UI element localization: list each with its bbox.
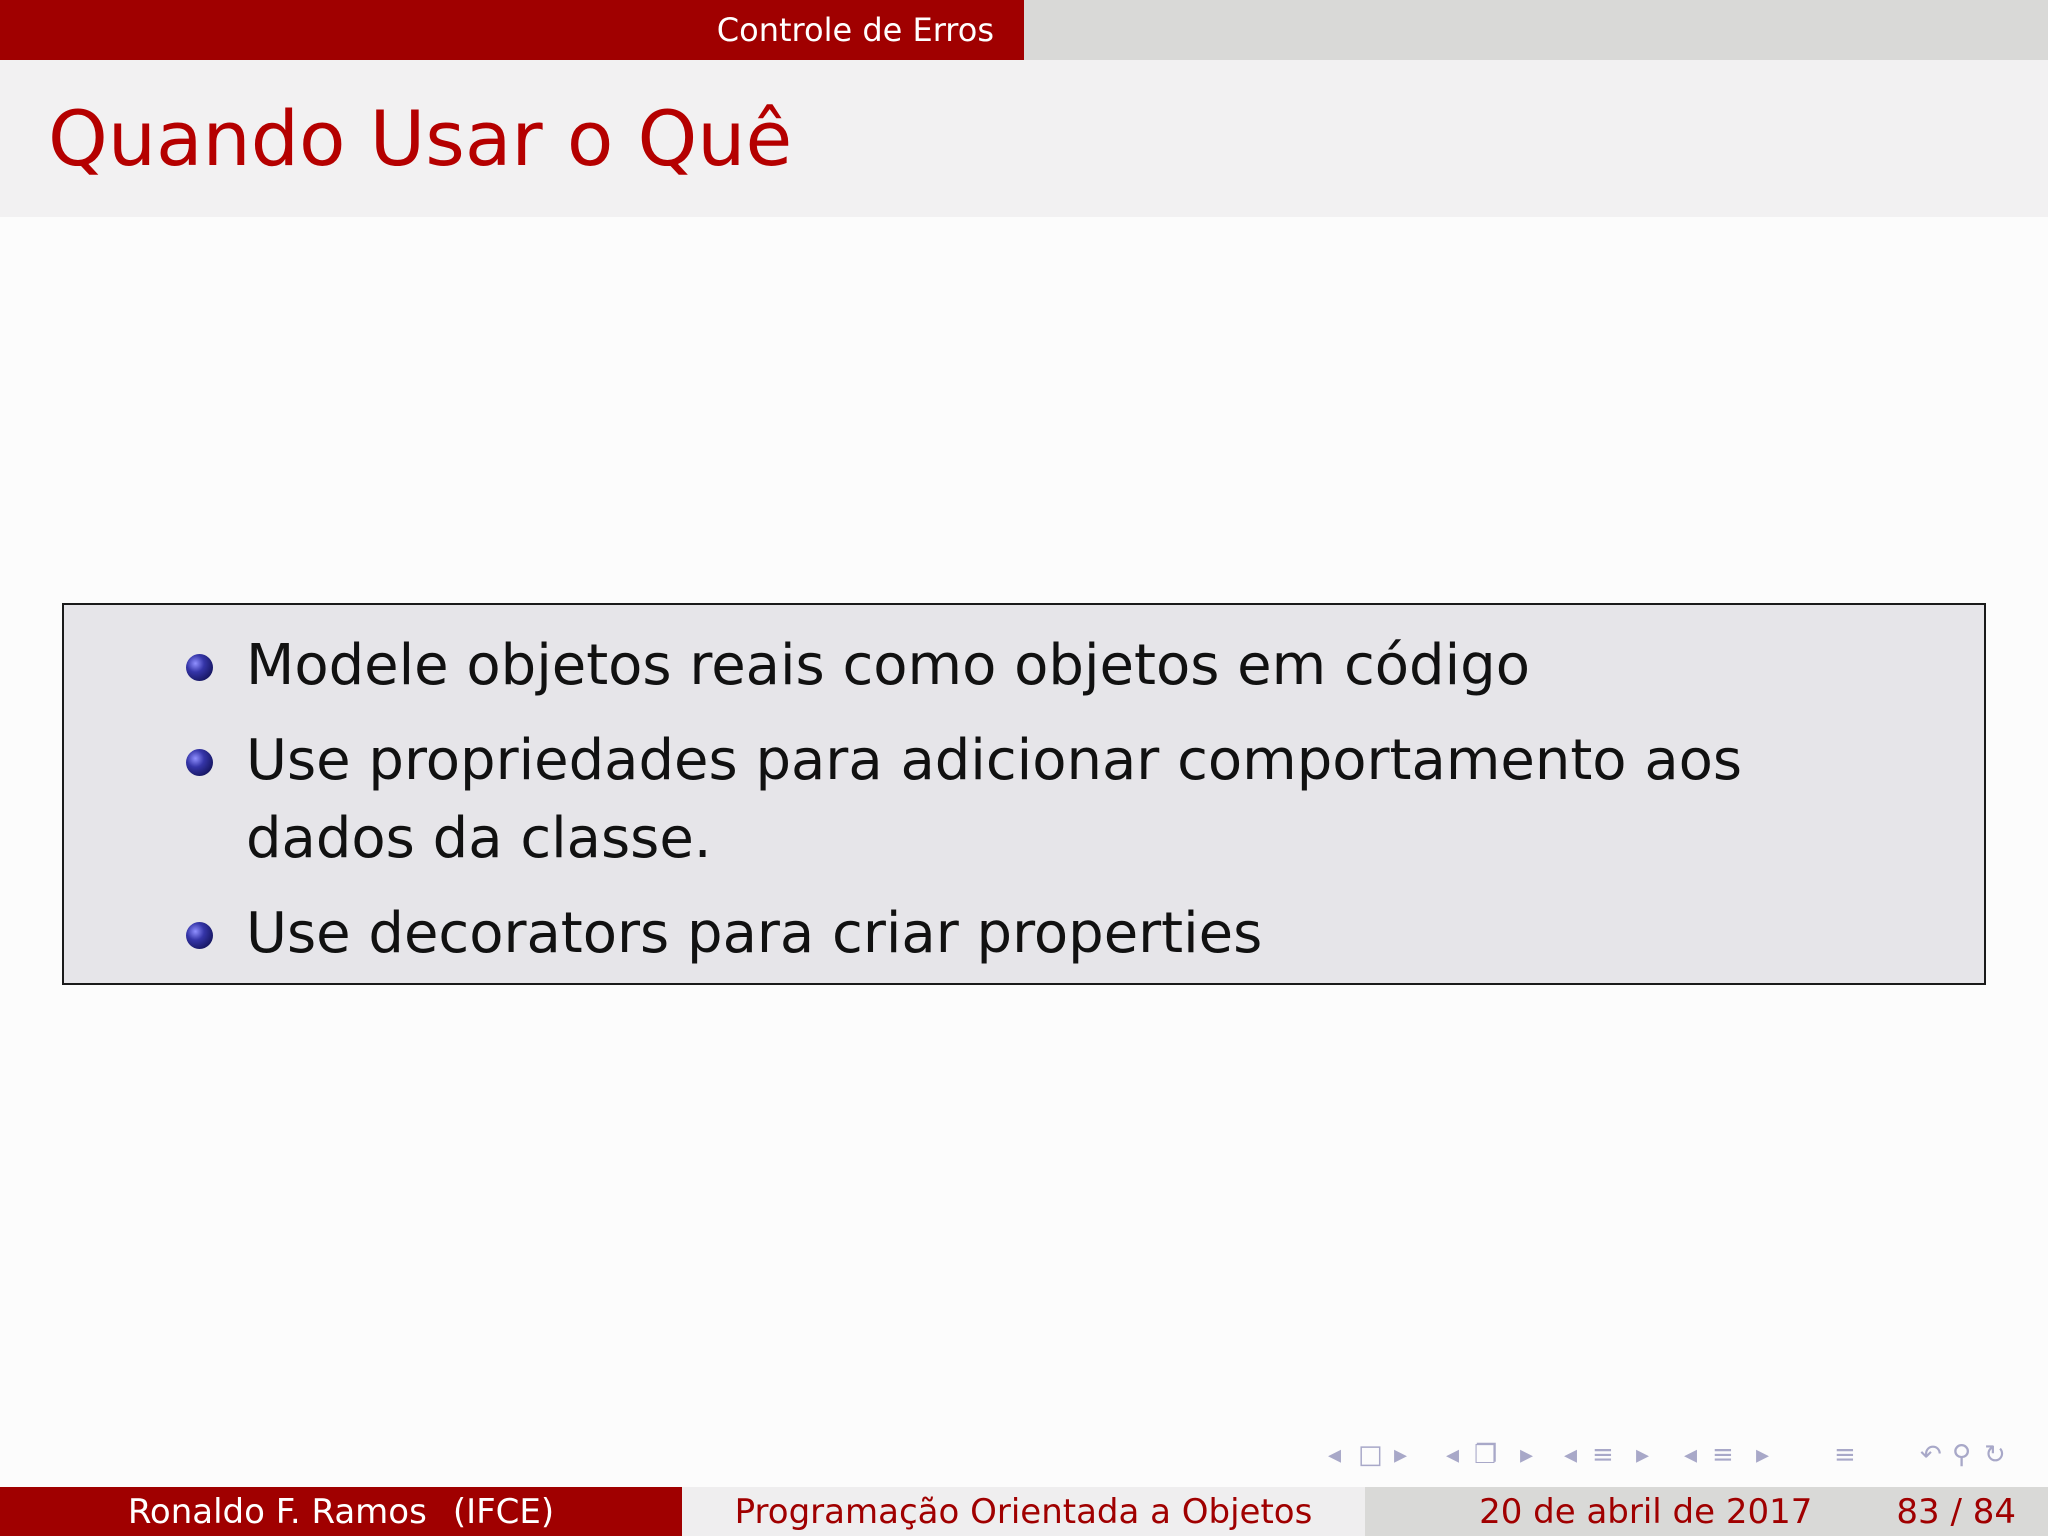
- section-icon[interactable]: ≡: [1592, 1440, 1614, 1470]
- list-item-text: Modele objetos reais como objetos em código: [246, 633, 1530, 698]
- page-counter: 83 / 84: [1896, 1491, 2016, 1532]
- ball-bullet-icon: [186, 749, 213, 776]
- arrow-left-icon[interactable]: ◂: [1684, 1440, 1698, 1470]
- content-block: [62, 603, 1986, 985]
- list-item-text: Use propriedades para adicionar comportamento aos dados da classe.: [246, 728, 1743, 871]
- arrow-left-icon[interactable]: ◂: [1446, 1440, 1460, 1470]
- search-icon[interactable]: ⚲: [1952, 1440, 1972, 1470]
- arrow-left-icon[interactable]: ◂: [1564, 1440, 1578, 1470]
- arrow-right-icon[interactable]: ▸: [1756, 1440, 1770, 1470]
- arrow-right-icon[interactable]: ▸: [1394, 1440, 1408, 1470]
- subsection-icon[interactable]: ❐: [1474, 1440, 1498, 1470]
- footer-date-box: [1365, 1487, 2048, 1536]
- frame-icon[interactable]: □: [1358, 1440, 1383, 1470]
- navigation-bar: [1320, 1440, 2040, 1472]
- presentation-icon[interactable]: ≡: [1712, 1440, 1734, 1470]
- footer-author-box: [0, 1487, 682, 1536]
- ball-bullet-icon: [186, 654, 213, 681]
- footer-author: Ronaldo F. Ramos: [127, 1491, 427, 1532]
- header-right-bar: [1024, 0, 2048, 60]
- list-item: [64, 722, 1984, 878]
- footer-institution: (IFCE): [452, 1491, 555, 1532]
- arrow-right-icon[interactable]: ▸: [1636, 1440, 1650, 1470]
- arrow-right-icon[interactable]: ▸: [1520, 1440, 1534, 1470]
- list-item: [64, 627, 1984, 705]
- frame-title-bar: [0, 60, 2048, 217]
- forward-icon[interactable]: ↻: [1984, 1440, 2006, 1470]
- footer-date: 20 de abril de 2017: [1479, 1491, 1813, 1532]
- bullet-list: [64, 627, 1984, 990]
- ball-bullet-icon: [186, 922, 213, 949]
- back-icon[interactable]: ↶: [1920, 1440, 1942, 1470]
- section-title[interactable]: Controle de Erros: [0, 0, 1024, 60]
- slide-title: Quando Usar o Quê: [48, 93, 793, 183]
- list-item: [64, 895, 1984, 973]
- footer-course-box: [682, 1487, 1365, 1536]
- header-bar: [0, 0, 2048, 60]
- arrow-left-icon[interactable]: ◂: [1328, 1440, 1342, 1470]
- footer-bar: [0, 1487, 2048, 1536]
- align-icon[interactable]: ≡: [1834, 1440, 1856, 1470]
- footer-course: Programação Orientada a Objetos: [734, 1491, 1313, 1532]
- list-item-text: Use decorators para criar properties: [246, 901, 1263, 966]
